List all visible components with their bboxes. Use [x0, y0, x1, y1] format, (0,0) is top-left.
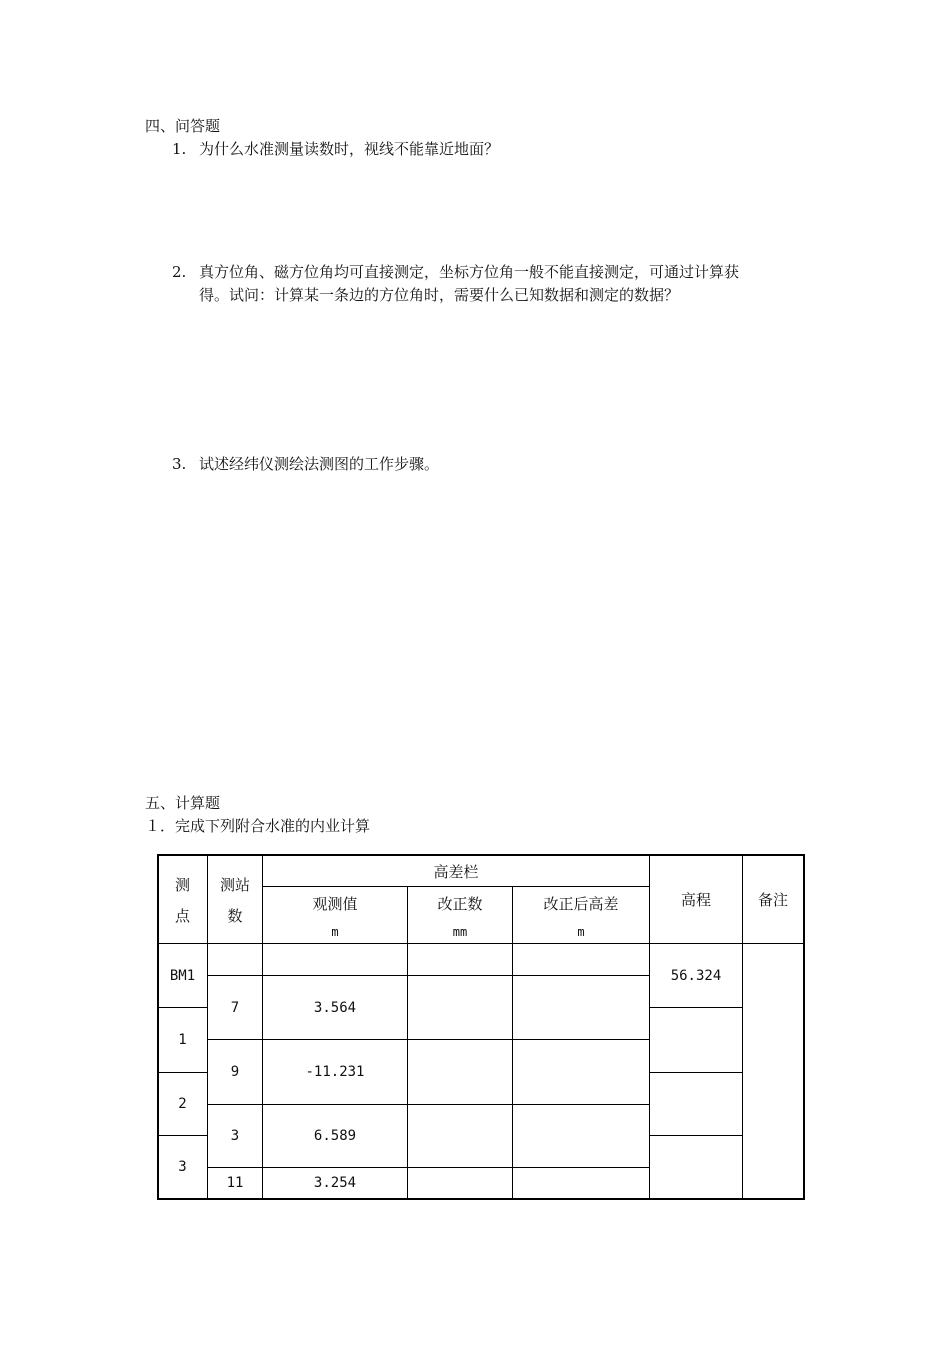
stations-segment-1: 7: [230, 999, 240, 1016]
header-observed-unit: m: [331, 925, 339, 939]
observed-segment-4: 3.254: [313, 1175, 357, 1191]
question-3-number: 3.: [172, 455, 187, 473]
header-point-line-2: 点: [174, 906, 190, 925]
header-corrected: 改正后高差: [543, 894, 619, 913]
header-stations-line-2: 数: [227, 906, 243, 925]
question-1-text: 为什么水准测量读数时，视线不能靠近地面？: [199, 140, 500, 158]
header-height-difference-group: 高差栏: [433, 862, 479, 881]
stations-segment-4: 11: [226, 1175, 244, 1191]
point-bm1: BM1: [169, 967, 196, 984]
observed-segment-3: 6.589: [313, 1128, 357, 1144]
point-3: 3: [178, 1159, 187, 1175]
stations-segment-2: 9: [230, 1064, 240, 1080]
header-corrected-unit: m: [577, 925, 585, 939]
point-1: 1: [178, 1032, 187, 1048]
question-2-line-2: 得。试问：计算某一条边的方位角时，需要什么已知数据和测定的数据？: [199, 286, 680, 304]
header-correction-unit: mm: [452, 925, 468, 939]
header-stations-line-1: 测站: [219, 875, 250, 894]
header-correction: 改正数: [437, 894, 483, 913]
question-2-line-1: 真方位角、磁方位角均可直接测定，坐标方位角一般不能直接测定，可通过计算获: [199, 263, 740, 281]
point-2: 2: [178, 1096, 187, 1112]
section-4-heading: 四、问答题: [145, 117, 221, 135]
elevation-bm1: 56.324: [670, 967, 722, 984]
question-1-number: 1.: [172, 140, 187, 158]
stations-segment-3: 3: [230, 1128, 240, 1144]
header-remarks: 备注: [757, 890, 788, 909]
observed-segment-1: 3.564: [313, 999, 357, 1016]
section-5-heading: 五、计算题: [145, 794, 221, 812]
section-5-subheading: １．完成下列附合水准的内业计算: [145, 817, 371, 835]
header-observed: 观测值: [312, 894, 358, 913]
observed-segment-2: -11.231: [305, 1064, 365, 1080]
question-3-text: 试述经纬仪测绘法测图的工作步骤。: [199, 455, 440, 473]
header-point-line-1: 测: [174, 875, 190, 894]
header-elevation: 高程: [680, 890, 711, 909]
question-2-number: 2.: [172, 263, 187, 281]
